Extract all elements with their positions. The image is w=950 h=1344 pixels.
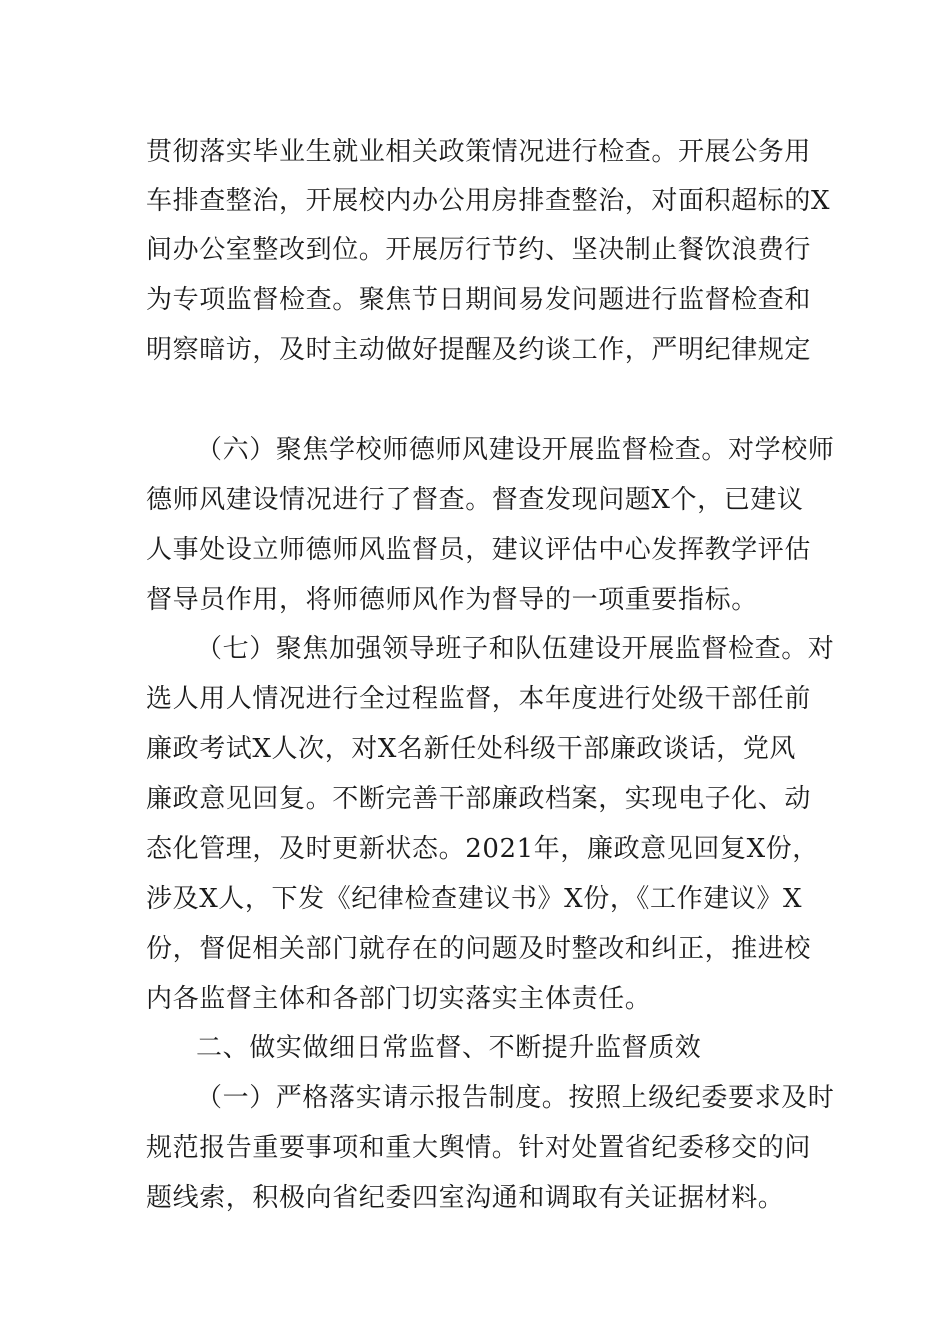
text-line: 明察暗访，及时主动做好提醒及约谈工作，严明纪律规定 (146, 335, 812, 365)
text-line: 为专项监督检查。聚焦节日期间易发问题进行监督检查和 (146, 285, 812, 315)
section-heading-1: （一）严格落实请示报告制度。按照上级纪委要求及时 (196, 1083, 835, 1113)
text-line: 涉及X人，下发《纪律检查建议书》X份，《工作建议》X (146, 884, 803, 914)
section-heading-6: （六）聚焦学校师德师风建设开展监督检查。对学校师 (196, 435, 835, 465)
text-line: 间办公室整改到位。开展厉行节约、坚决制止餐饮浪费行 (146, 235, 812, 265)
text-line: 态化管理，及时更新状态。2021年，廉政意见回复X份， (146, 834, 819, 864)
text-line: 廉政考试X人次，对X名新任处科级干部廉政谈话，党风 (146, 734, 797, 764)
text-line: 选人用人情况进行全过程监督，本年度进行处级干部任前 (146, 684, 812, 714)
text-line: 份，督促相关部门就存在的问题及时整改和纠正，推进校 (146, 934, 812, 964)
chapter-heading-2: 二、做实做细日常监督、不断提升监督质效 (196, 1033, 702, 1063)
text-line: 督导员作用，将师德师风作为督导的一项重要指标。 (146, 585, 758, 615)
text-line: 贯彻落实毕业生就业相关政策情况进行检查。开展公务用 (146, 137, 812, 167)
text-line: 德师风建设情况进行了督查。督查发现问题X个，已建议 (146, 485, 804, 515)
text-line: 题线索，积极向省纪委四室沟通和调取有关证据材料。 (146, 1183, 785, 1213)
text-line: 内各监督主体和各部门切实落实主体责任。 (146, 984, 652, 1014)
text-line: 人事处设立师德师风监督员，建议评估中心发挥教学评估 (146, 535, 812, 565)
text-line: 廉政意见回复。不断完善干部廉政档案，实现电子化、动 (146, 784, 812, 814)
text-line: 车排查整治，开展校内办公用房排查整治，对面积超标的X (146, 186, 831, 216)
section-heading-7: （七）聚焦加强领导班子和队伍建设开展监督检查。对 (196, 634, 835, 664)
text-line: 规范报告重要事项和重大舆情。针对处置省纪委移交的问 (146, 1133, 812, 1163)
